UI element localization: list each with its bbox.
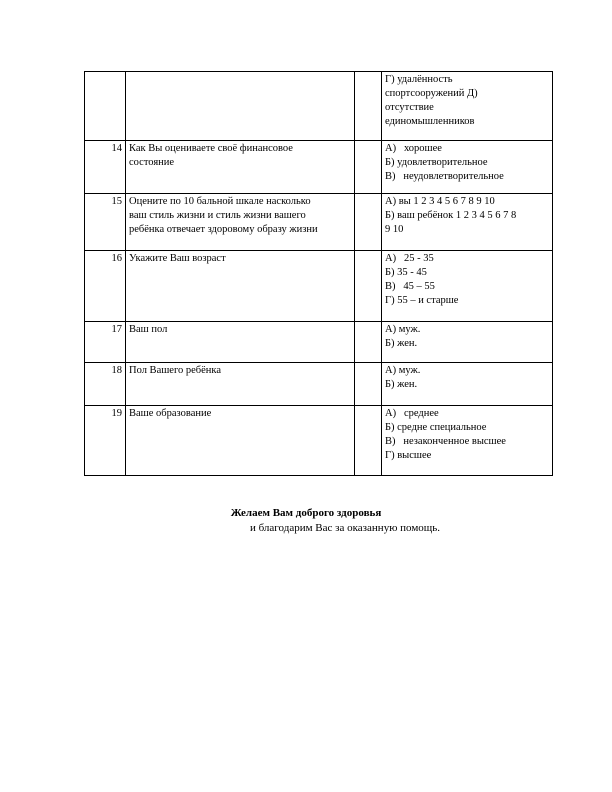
answer-option: А) муж. <box>385 365 421 376</box>
answer-option: Б) удовлетворительное <box>385 157 488 168</box>
blank-cell <box>355 141 382 194</box>
answer-option: Б) ваш ребёнок 1 2 3 4 5 6 7 8 <box>385 210 517 221</box>
answers-cell <box>382 322 553 363</box>
question-text: Ваш пол <box>129 324 168 335</box>
answer-option: Б) 35 - 45 <box>385 267 427 278</box>
answer-option: Г) удалённость <box>385 74 453 85</box>
answer-option: А) среднее <box>385 408 439 419</box>
question-text: ребёнка отвечает здоровому образу жизни <box>129 224 318 235</box>
answer-option: В) незаконченное высшее <box>385 436 506 447</box>
row-number: 14 <box>85 141 126 194</box>
answer-option: Б) средне специальное <box>385 422 487 433</box>
row-number: 16 <box>85 251 126 322</box>
blank-cell <box>355 194 382 251</box>
table-row <box>85 251 553 322</box>
question-text: Как Вы оцениваете своё финансовое <box>129 143 293 154</box>
answer-option: А) 25 - 35 <box>385 253 434 264</box>
row-number: 15 <box>85 194 126 251</box>
answers-cell <box>382 72 553 141</box>
answer-option: Б) жен. <box>385 338 418 349</box>
answers-cell <box>382 363 553 406</box>
table-row <box>85 72 553 141</box>
question-cell <box>126 194 355 251</box>
row-number <box>85 72 126 141</box>
question-text: Оцените по 10 бальной шкале насколько <box>129 196 311 207</box>
answer-option: А) вы 1 2 3 4 5 6 7 8 9 10 <box>385 196 495 207</box>
question-text: Ваше образование <box>129 408 212 419</box>
closing-thanks: и благодарим Вас за оказанную помощь. <box>249 522 441 534</box>
closing-wish: Желаем Вам доброго здоровья <box>230 507 382 519</box>
answer-option: единомышленников <box>385 116 475 127</box>
row-number: 17 <box>85 322 126 363</box>
blank-cell <box>355 322 382 363</box>
answers-cell <box>382 141 553 194</box>
answer-option: 9 10 <box>385 224 404 235</box>
survey-table <box>84 71 553 476</box>
table-row <box>85 363 553 406</box>
table-row <box>85 406 553 476</box>
question-cell <box>126 322 355 363</box>
blank-cell <box>355 406 382 476</box>
answers-cell <box>382 406 553 476</box>
row-number: 19 <box>85 406 126 476</box>
answer-option: В) неудовлетворительное <box>385 171 504 182</box>
answer-option: Г) высшее <box>385 450 432 461</box>
blank-cell <box>355 72 382 141</box>
row-number: 18 <box>85 363 126 406</box>
question-text: Укажите Ваш возраст <box>129 253 226 264</box>
question-cell <box>126 72 355 141</box>
answer-option: А) хорошее <box>385 143 442 154</box>
table-row <box>85 141 553 194</box>
answer-option: Г) 55 – и старше <box>385 295 459 306</box>
blank-cell <box>355 363 382 406</box>
answers-cell <box>382 194 553 251</box>
answer-option: спортсооружений Д) <box>385 88 478 99</box>
question-text: ваш стиль жизни и стиль жизни вашего <box>129 210 306 221</box>
answer-option: В) 45 – 55 <box>385 281 435 292</box>
answer-option: А) муж. <box>385 324 421 335</box>
question-text: Пол Вашего ребёнка <box>129 365 222 376</box>
answer-option: Б) жен. <box>385 379 418 390</box>
question-cell <box>126 363 355 406</box>
question-cell <box>126 141 355 194</box>
table-row <box>85 194 553 251</box>
answer-option: отсутствие <box>385 102 434 113</box>
question-cell <box>126 251 355 322</box>
question-text: состояние <box>129 157 175 168</box>
blank-cell <box>355 251 382 322</box>
answers-cell <box>382 251 553 322</box>
question-cell <box>126 406 355 476</box>
table-row <box>85 322 553 363</box>
